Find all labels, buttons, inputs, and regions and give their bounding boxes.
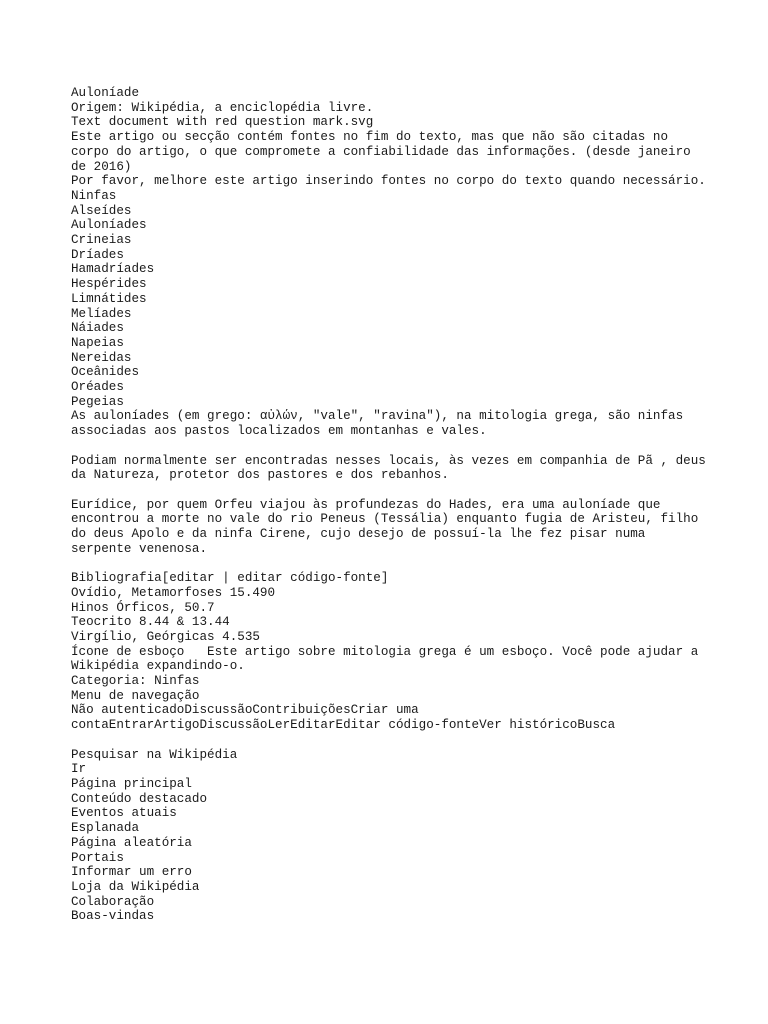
- sidebar-item-welcome[interactable]: Boas-vindas: [71, 909, 155, 924]
- sidebar-item-random-page[interactable]: Página aleatória: [71, 835, 192, 850]
- sidebar-item-featured-content[interactable]: Conteúdo destacado: [71, 791, 208, 806]
- sidebar-list: [71, 748, 711, 924]
- navigation-menu-heading: Menu de navegação: [71, 688, 200, 703]
- bibliography-heading[interactable]: Bibliografia[editar | editar código-fonte]: [71, 571, 389, 586]
- navigation-links[interactable]: Não autenticadoDiscussãoContribuiçõesCriar uma contaEntrarArtigoDiscussãoLerEditarEditar código-fonteVer históricoBusca: [71, 703, 616, 733]
- navbox-item-crineias[interactable]: Crineias: [71, 233, 132, 248]
- navbox-item-napeias[interactable]: Napeias: [71, 335, 124, 350]
- navbox-item-hesperides[interactable]: Hespérides: [71, 277, 147, 292]
- sidebar-item-collaboration[interactable]: Colaboração: [71, 894, 155, 909]
- navbox-item-auloniades[interactable]: Auloníades: [71, 218, 147, 233]
- body-paragraph: Podiam normalmente ser encontradas nesses locais, às vezes em companhia de Pã , deus da Natureza, protetor dos pastores e dos rebanhos.: [71, 453, 714, 483]
- bibliography-item: Virgílio, Geórgicas 4.535: [71, 629, 260, 644]
- sidebar-item-main-page[interactable]: Página principal: [71, 776, 192, 791]
- paragraph-spacer: [71, 439, 711, 454]
- paragraph-spacer: [71, 733, 711, 748]
- stub-notice: Ícone de esboço Este artigo sobre mitologia grega é um esboço. Você pode ajudar a Wikipédia expandindo-o.: [71, 644, 706, 674]
- search-input[interactable]: Pesquisar na Wikipédia: [71, 747, 238, 762]
- sidebar-item-esplanada[interactable]: Esplanada: [71, 821, 140, 836]
- sidebar-item-current-events[interactable]: Eventos atuais: [71, 806, 177, 821]
- navbox-item-limnatides[interactable]: Limnátides: [71, 291, 147, 306]
- paragraph-spacer: [71, 556, 711, 571]
- navbox-item-hamadriades[interactable]: Hamadríades: [71, 262, 155, 277]
- citation-notice: Este artigo ou secção contém fontes no fim do texto, mas que não são citadas no corpo do artigo, o que compromete a confiabilidade das informações. (desde janeiro de 2016): [71, 130, 699, 174]
- sidebar-item-store[interactable]: Loja da Wikipédia: [71, 879, 200, 894]
- navbox-item-driades[interactable]: Dríades: [71, 247, 124, 262]
- navbox-item-ninfas[interactable]: Ninfas: [71, 188, 117, 203]
- image-alt-text: Text document with red question mark.svg: [71, 115, 374, 130]
- page-title: Auloníade: [71, 86, 140, 100]
- bibliography-item: Hinos Órficos, 50.7: [71, 600, 215, 615]
- sidebar-item-report-error[interactable]: Informar um erro: [71, 865, 192, 880]
- navbox-list: [71, 189, 711, 410]
- document-body: [71, 86, 714, 924]
- body-paragraph: As auloníades (em grego: αὐλών, "vale", "ravina"), na mitologia grega, são ninfas associadas aos pastos localizados em montanhas e vales.: [71, 409, 691, 439]
- navbox-item-pegeias[interactable]: Pegeias: [71, 394, 124, 409]
- improve-notice: Por favor, melhore este artigo inserindo fontes no corpo do texto quando necessário.: [71, 174, 706, 189]
- navbox-item-naiades[interactable]: Náiades: [71, 321, 124, 336]
- bibliography-item: Ovídio, Metamorfoses 15.490: [71, 585, 276, 600]
- navbox-item-nereidas[interactable]: Nereidas: [71, 350, 132, 365]
- sidebar-item-portals[interactable]: Portais: [71, 850, 124, 865]
- paragraph-spacer: [71, 483, 711, 498]
- origin-line: Origem: Wikipédia, a enciclopédia livre.: [71, 100, 374, 115]
- navbox-item-meliades[interactable]: Melíades: [71, 306, 132, 321]
- navbox-item-alseides[interactable]: Alseídes: [71, 203, 132, 218]
- category-link[interactable]: Categoria: Ninfas: [71, 674, 200, 689]
- body-paragraph: Eurídice, por quem Orfeu viajou às profundezas do Hades, era uma auloníade que encontrou a morte no vale do rio Peneus (Tessália) enquanto fugia de Aristeu, filho do deus Apolo e da ninfa Cirene, cujo desejo de possuí-la lhe fez pisar numa serpente venenosa.: [71, 497, 706, 556]
- navbox-item-oreades[interactable]: Oréades: [71, 380, 124, 395]
- navbox-item-oceanides[interactable]: Oceânides: [71, 365, 140, 380]
- go-button[interactable]: Ir: [71, 762, 87, 777]
- bibliography-item: Teocrito 8.44 & 13.44: [71, 615, 230, 630]
